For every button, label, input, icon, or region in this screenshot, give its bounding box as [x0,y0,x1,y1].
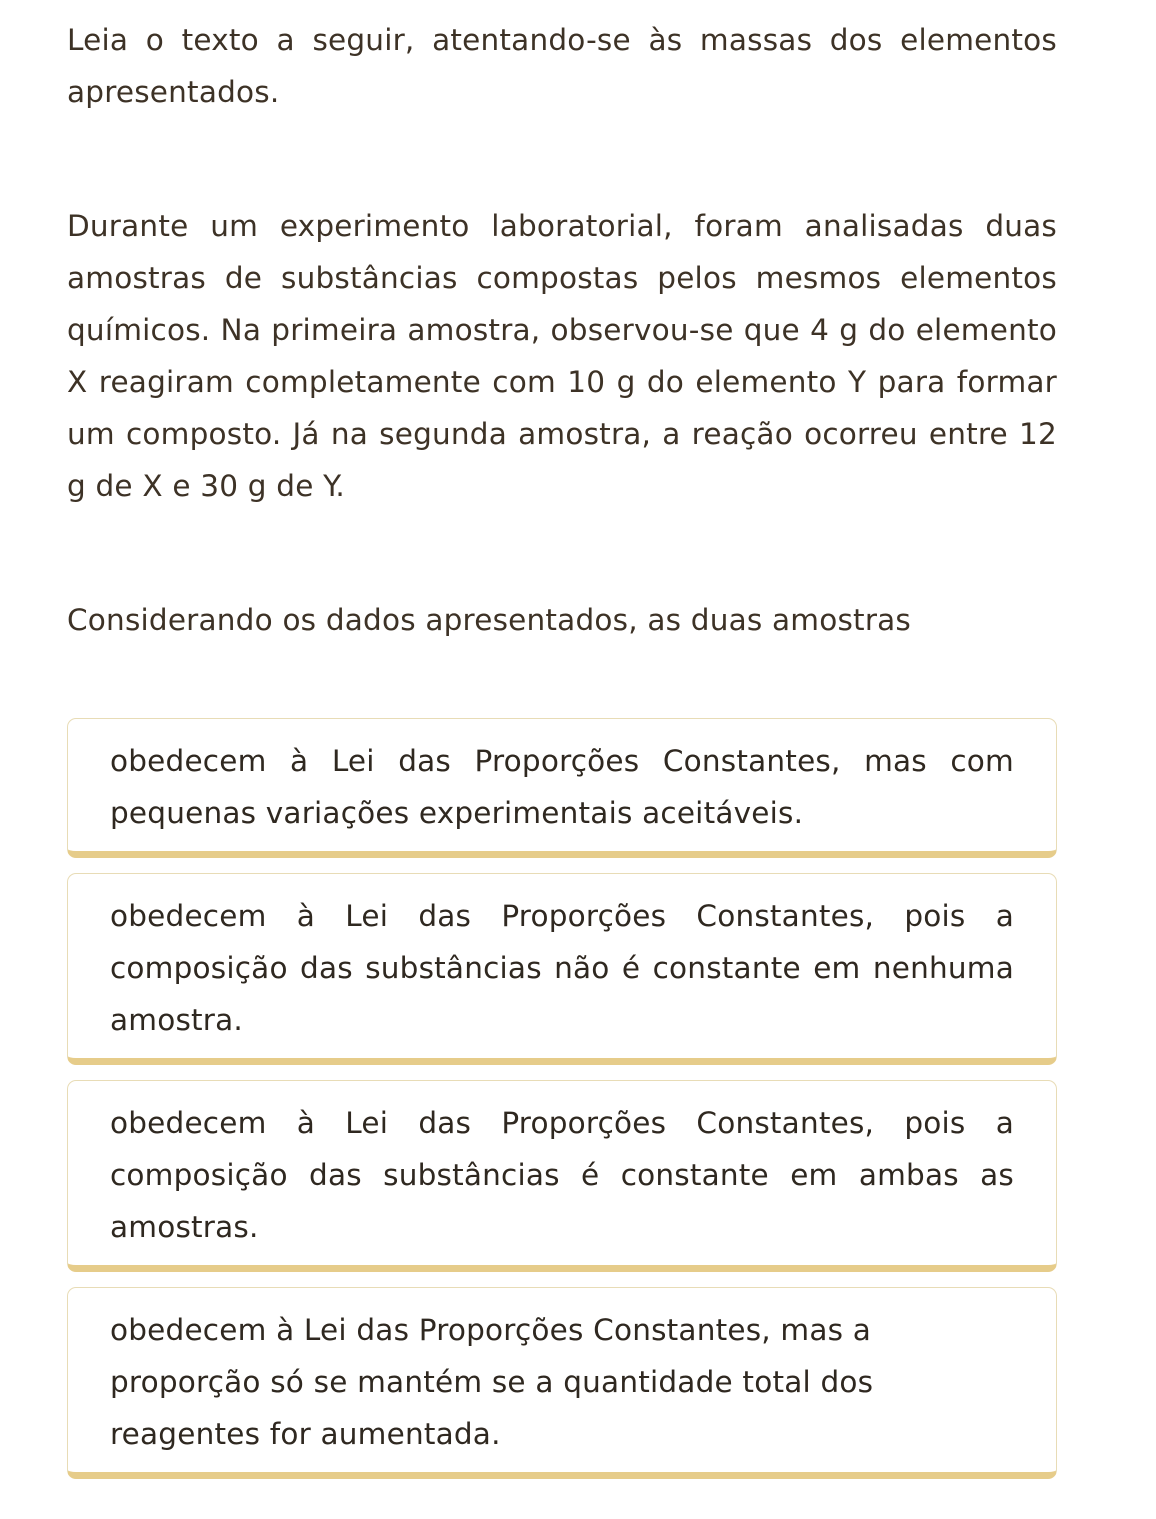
answer-option-1[interactable] [67,718,1057,858]
answer-option-label: obedecem à Lei das Proporções Constantes, pois a composição das substâncias é constante em ambas as amostras. [110,1106,1014,1244]
answer-option-4[interactable] [67,1287,1057,1479]
question-prompt: Considerando os dados apresentados, as duas amostras [67,603,911,637]
answer-option-label: obedecem à Lei das Proporções Constantes, mas a proporção só se mantém se a quantidade total dos reagentes for aumentada. [110,1313,874,1451]
question-container [67,14,1057,1494]
answer-option-label: obedecem à Lei das Proporções Constantes, mas com pequenas variações experimentais aceitáveis. [110,744,1014,830]
question-intro: Leia o texto a seguir, atentando-se às massas dos elementos apresentados. [67,23,1057,109]
answer-option-label: obedecem à Lei das Proporções Constantes, pois a composição das substâncias não é constante em nenhuma amostra. [110,899,1014,1037]
answer-option-2[interactable] [67,873,1057,1065]
answer-option-3[interactable] [67,1080,1057,1272]
question-context: Durante um experimento laboratorial, foram analisadas duas amostras de substâncias compostas pelos mesmos elementos químicos. Na primeira amostra, observou-se que 4 g do elemento X reagiram completamente com 10 g do elemento Y para formar um composto. Já na segunda amostra, a reação ocorreu entre 12 g de X e 30 g de Y. [67,209,1057,503]
answer-options [67,718,1057,1494]
